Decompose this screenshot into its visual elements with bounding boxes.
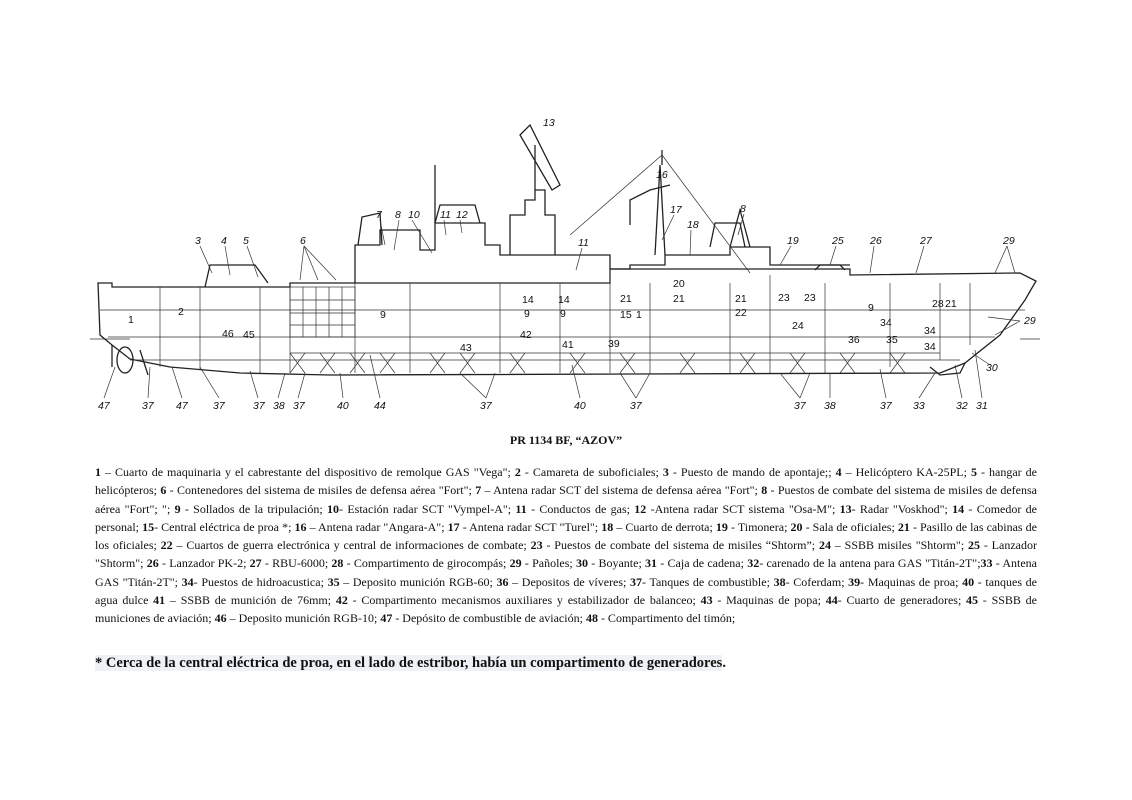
svg-text:17: 17 bbox=[670, 204, 682, 216]
svg-text:24: 24 bbox=[792, 320, 804, 332]
svg-text:34: 34 bbox=[924, 325, 936, 337]
legend-text: - Puesto de mando de apontaje;; bbox=[668, 465, 836, 479]
svg-text:11: 11 bbox=[578, 237, 589, 249]
svg-text:19: 19 bbox=[787, 235, 799, 247]
legend-text: - Pasillo de las cabinas de los oficiales; bbox=[95, 519, 1037, 553]
legend-number: 45 bbox=[966, 593, 979, 608]
legend-text: - Sala de oficiales; bbox=[802, 519, 898, 534]
legend-text: - Pañoles; bbox=[521, 556, 576, 571]
legend-text: - Puestos de combate del sistema de misiles de defensa aérea "Fort"; "; bbox=[95, 483, 1037, 516]
legend-number: 39 bbox=[848, 574, 861, 589]
legend-number: 3 bbox=[662, 465, 669, 479]
legend-number: 33 bbox=[980, 556, 993, 571]
svg-text:37: 37 bbox=[794, 400, 806, 412]
svg-text:47: 47 bbox=[176, 400, 188, 412]
svg-text:37: 37 bbox=[142, 400, 154, 412]
svg-text:29: 29 bbox=[1024, 315, 1036, 327]
legend-text: - carenado de la antena para GAS "Titán-2T"; bbox=[759, 556, 981, 571]
legend-number: 18 bbox=[601, 519, 614, 534]
legend-text: – Cuarto de derrota; bbox=[613, 519, 716, 534]
svg-text:28: 28 bbox=[932, 298, 944, 310]
legend-text: - Puestos de combate del sistema de misiles “Shtorm”; bbox=[542, 538, 819, 553]
legend-number: 12 bbox=[634, 501, 647, 516]
legend-number: 16 bbox=[294, 519, 307, 534]
svg-text:1: 1 bbox=[128, 314, 134, 326]
outer-callouts bbox=[195, 117, 1036, 374]
legend-number: 29 bbox=[509, 556, 522, 571]
svg-text:34: 34 bbox=[880, 317, 892, 329]
svg-text:38: 38 bbox=[273, 400, 285, 412]
svg-text:46: 46 bbox=[222, 328, 234, 340]
svg-text:13: 13 bbox=[543, 117, 555, 129]
legend-number: 34 bbox=[181, 574, 194, 589]
svg-text:22: 22 bbox=[735, 307, 747, 319]
legend-text: - Compartimento de girocompás; bbox=[343, 556, 510, 571]
svg-text:37: 37 bbox=[630, 400, 642, 412]
compartment-numbers bbox=[128, 278, 957, 354]
legend-number: 37 bbox=[630, 574, 643, 589]
svg-text:29: 29 bbox=[1003, 235, 1015, 247]
svg-text:36: 36 bbox=[848, 334, 860, 346]
legend-text: - Contenedores del sistema de misiles de defensa aérea "Fort"; bbox=[166, 483, 476, 498]
legend-text: - Boyante; bbox=[587, 556, 646, 571]
legend-text: - Central eléctrica de proa *; bbox=[154, 519, 295, 534]
svg-text:2: 2 bbox=[178, 306, 184, 318]
legend-number: 26 bbox=[146, 556, 159, 571]
legend-text: - Cuarto de generadores; bbox=[837, 593, 967, 608]
legend-text: – Cuarto de maquinaria y el cabrestante del dispositivo de remolque GAS "Vega"; bbox=[101, 465, 515, 479]
legend-number: 5 bbox=[970, 465, 977, 479]
legend-number: 14 bbox=[952, 501, 965, 516]
svg-text:21: 21 bbox=[673, 293, 685, 305]
svg-text:10: 10 bbox=[408, 209, 420, 221]
legend-text: - SSBB de municiones de aviación; bbox=[95, 593, 1038, 626]
legend-number: 21 bbox=[897, 519, 910, 534]
legend-number: 24 bbox=[818, 538, 831, 553]
svg-text:40: 40 bbox=[337, 400, 349, 412]
legend-text: – SSBB de munición de 76mm; bbox=[165, 593, 336, 608]
legend-number: 44 bbox=[825, 593, 838, 608]
legend-text: – Cuartos de guerra electrónica y central de informaciones de combate; bbox=[172, 538, 531, 553]
legend-text: - tanques de agua dulce bbox=[95, 574, 1038, 608]
svg-text:21: 21 bbox=[735, 293, 747, 305]
svg-text:1: 1 bbox=[636, 309, 642, 321]
legend-number: 15 bbox=[142, 519, 155, 534]
legend-number: 25 bbox=[968, 538, 980, 553]
svg-text:27: 27 bbox=[920, 235, 932, 247]
svg-text:23: 23 bbox=[778, 292, 790, 304]
hull-outline bbox=[98, 269, 1036, 375]
legend-text: - Caja de cadena; bbox=[657, 556, 748, 571]
legend-text: - Lanzador "Shtorm"; bbox=[95, 538, 1037, 571]
svg-text:5: 5 bbox=[243, 235, 249, 247]
svg-text:33: 33 bbox=[913, 400, 925, 412]
missile-containers bbox=[290, 287, 355, 337]
legend-number: 42 bbox=[335, 593, 348, 608]
legend-text: - RBU-6000; bbox=[261, 556, 332, 571]
legend-number: 41 bbox=[153, 593, 166, 608]
legend-text: - Camareta de suboficiales; bbox=[520, 465, 663, 479]
svg-text:12: 12 bbox=[456, 209, 468, 221]
legend-number: 6 bbox=[160, 483, 167, 498]
legend-text: - Compartimento del timón; bbox=[597, 611, 736, 626]
legend-text: - Coferdam; bbox=[785, 574, 849, 589]
legend-text: - Radar "Voskhod"; bbox=[851, 501, 953, 516]
legend-text: – Deposito munición RGB-60; bbox=[339, 574, 497, 589]
legend-text: – Antena radar SCT del sistema de defensa aérea "Fort"; bbox=[481, 483, 762, 498]
legend-text: - hangar de helicópteros; bbox=[95, 465, 1037, 498]
legend-number: 47 bbox=[380, 611, 393, 626]
svg-text:42: 42 bbox=[520, 329, 532, 341]
legend-number: 8 bbox=[761, 483, 768, 498]
legend-number: 30 bbox=[575, 556, 588, 571]
svg-text:32: 32 bbox=[956, 400, 968, 412]
legend-number: 17 bbox=[447, 519, 460, 534]
svg-text:8: 8 bbox=[395, 209, 401, 221]
svg-text:3: 3 bbox=[195, 235, 201, 247]
svg-text:44: 44 bbox=[374, 400, 386, 412]
legend-number: 19 bbox=[715, 519, 728, 534]
svg-text:41: 41 bbox=[562, 339, 574, 351]
legend-text: - Compartimento mecanismos auxiliares y estabilizador de balanceo; bbox=[347, 593, 701, 608]
legend-text: – Antena radar "Angara-A"; bbox=[306, 519, 448, 534]
svg-text:37: 37 bbox=[480, 400, 492, 412]
svg-text:9: 9 bbox=[380, 309, 386, 321]
svg-text:26: 26 bbox=[870, 235, 882, 247]
svg-text:20: 20 bbox=[673, 278, 685, 290]
legend-text: - Comedor de personal; bbox=[95, 501, 1037, 534]
legend-text: – Depositos de víveres; bbox=[508, 574, 631, 589]
svg-text:39: 39 bbox=[608, 338, 620, 350]
svg-text:15: 15 bbox=[620, 309, 632, 321]
svg-text:8: 8 bbox=[740, 203, 746, 215]
legend-number: 7 bbox=[475, 483, 482, 498]
legend-number: 10 bbox=[327, 501, 340, 516]
legend-number: 36 bbox=[496, 574, 509, 589]
legend-text: – Helicóptero KA-25PL; bbox=[841, 465, 971, 479]
svg-text:47: 47 bbox=[98, 400, 110, 412]
legend-text: - Conductos de gas; bbox=[526, 501, 635, 516]
svg-text:37: 37 bbox=[253, 400, 265, 412]
legend-text: - Lanzador PK-2; bbox=[158, 556, 250, 571]
bulkheads bbox=[160, 269, 970, 373]
legend-number: 27 bbox=[249, 556, 262, 571]
footnote-text: * Cerca de la central eléctrica de proa, en el lado de estribor, había un compartimento de generadores bbox=[95, 655, 723, 671]
legend-number: 1 bbox=[95, 465, 101, 479]
legend-text: - Maquinas de proa; bbox=[860, 574, 963, 589]
svg-text:14: 14 bbox=[522, 294, 534, 306]
legend-number: 48 bbox=[585, 611, 598, 626]
svg-text:37: 37 bbox=[293, 400, 305, 412]
legend-text: – Deposito munición RGB-10; bbox=[226, 611, 381, 626]
legend-number: 23 bbox=[530, 538, 543, 553]
legend-number: 11 bbox=[515, 501, 527, 516]
svg-text:40: 40 bbox=[574, 400, 586, 412]
legend-text: – SSBB misiles "Shtorm"; bbox=[830, 538, 968, 553]
svg-text:6: 6 bbox=[300, 235, 306, 247]
legend-text: - Depósito de combustible de aviación; bbox=[392, 611, 586, 626]
svg-text:18: 18 bbox=[687, 219, 699, 231]
legend-text: - Antena radar SCT "Turel"; bbox=[459, 519, 602, 534]
legend-number: 43 bbox=[700, 593, 713, 608]
legend-number: 38 bbox=[773, 574, 786, 589]
legend-number: 35 bbox=[327, 574, 340, 589]
legend-number: 46 bbox=[214, 611, 227, 626]
legend-number: 20 bbox=[790, 519, 803, 534]
legend-number: 40 bbox=[962, 574, 975, 589]
svg-text:34: 34 bbox=[924, 341, 936, 353]
svg-text:35: 35 bbox=[886, 334, 898, 346]
svg-text:23: 23 bbox=[804, 292, 816, 304]
legend-text: - Estación radar SCT "Vympel-A"; bbox=[339, 501, 516, 516]
legend-number: 13 bbox=[839, 501, 852, 516]
legend-number: 9 bbox=[174, 501, 181, 516]
svg-text:37: 37 bbox=[880, 400, 892, 412]
masts bbox=[435, 125, 750, 255]
svg-text:30: 30 bbox=[986, 362, 998, 374]
svg-text:9: 9 bbox=[560, 308, 566, 320]
legend-number: 32 bbox=[747, 556, 760, 571]
svg-text:14: 14 bbox=[558, 294, 570, 306]
svg-text:4: 4 bbox=[221, 235, 227, 247]
svg-text:11: 11 bbox=[440, 209, 451, 221]
legend-text: - Sollados de la tripulación; bbox=[180, 501, 328, 516]
svg-text:9: 9 bbox=[868, 302, 874, 314]
legend-text: -Antena radar SCT sistema "Osa-M"; bbox=[646, 501, 840, 516]
svg-text:45: 45 bbox=[243, 329, 255, 341]
legend-text: - Maquinas de popa; bbox=[712, 593, 826, 608]
legend-text: - Tanques de combustible; bbox=[642, 574, 774, 589]
legend-paragraph bbox=[95, 463, 1037, 628]
svg-text:31: 31 bbox=[976, 400, 988, 412]
footnote bbox=[95, 655, 1045, 672]
legend-number: 28 bbox=[331, 556, 344, 571]
legend-number: 22 bbox=[160, 538, 173, 553]
svg-text:16: 16 bbox=[656, 169, 668, 181]
svg-text:43: 43 bbox=[460, 342, 472, 354]
footnote-end: . bbox=[722, 655, 726, 671]
double-bottom-hatching bbox=[290, 353, 940, 373]
svg-text:25: 25 bbox=[832, 235, 844, 247]
legend-number: 4 bbox=[835, 465, 842, 479]
svg-text:21: 21 bbox=[620, 293, 632, 305]
svg-text:9: 9 bbox=[524, 308, 530, 320]
svg-text:37: 37 bbox=[213, 400, 225, 412]
bottom-callouts bbox=[98, 400, 988, 412]
diagram-caption: PR 1134 BF, “AZOV” bbox=[509, 433, 623, 447]
legend-text: - Timonera; bbox=[727, 519, 791, 534]
ship-cutaway-drawing bbox=[90, 105, 1040, 425]
svg-text:38: 38 bbox=[824, 400, 836, 412]
svg-text:7: 7 bbox=[376, 209, 382, 221]
legend-number: 2 bbox=[514, 465, 521, 479]
legend-text: - Puestos de hidroacustica; bbox=[193, 574, 328, 589]
legend-text: - Antena GAS "Titán-2T"; bbox=[95, 556, 1038, 589]
legend-number: 31 bbox=[645, 556, 658, 571]
svg-text:21: 21 bbox=[945, 298, 957, 310]
